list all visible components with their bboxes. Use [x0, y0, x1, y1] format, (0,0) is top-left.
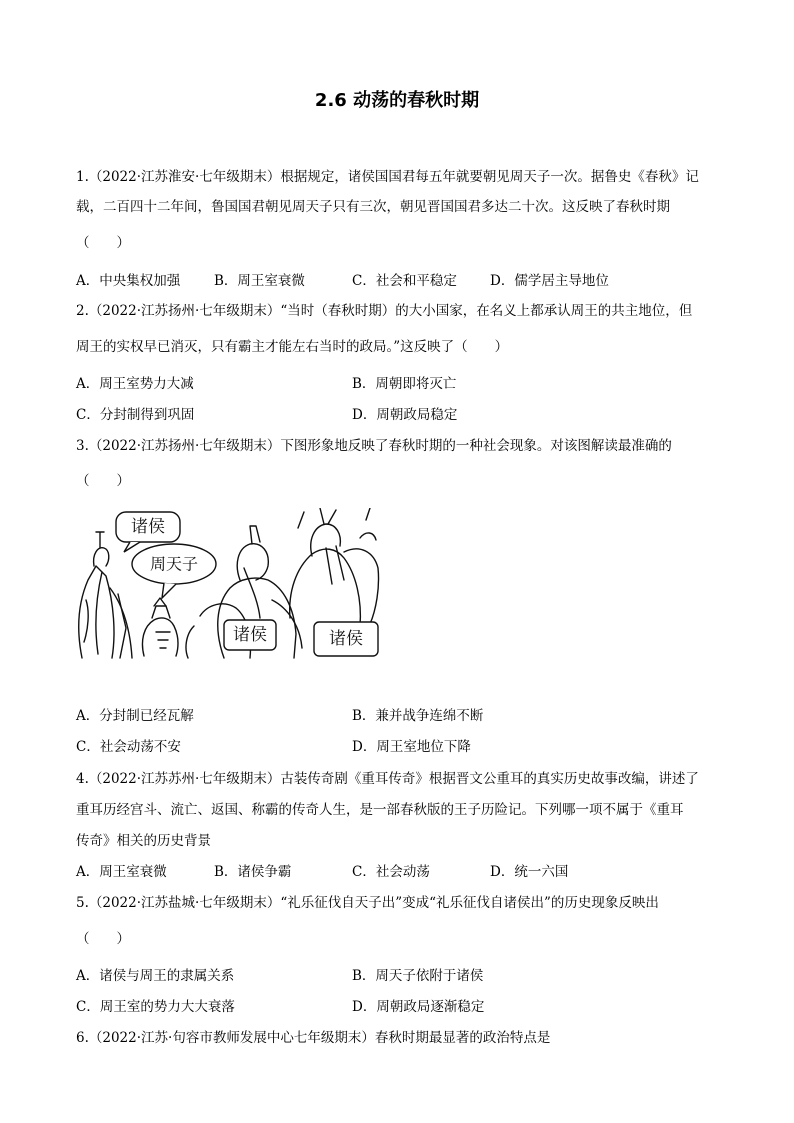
right-lord-figure: [290, 549, 361, 626]
option-b[interactable]: B．周朝即将灭亡: [352, 376, 457, 392]
option-c[interactable]: C．社会动荡不安: [76, 739, 181, 755]
cartoon-label: 诸侯: [233, 625, 267, 645]
question-text-line: 6.（2022·江苏·句容市教师发展中心七年级期末）春秋时期最显著的政治特点是: [76, 1030, 551, 1046]
page-title: 2.6 动荡的春秋时期: [314, 90, 480, 111]
question-text-line: 重耳历经宫斗、流亡、返国、称霸的传奇人生，是一部春秋版的王子历险记。下列哪一项不属于《重耳: [76, 802, 684, 818]
option-a[interactable]: A．分封制已经瓦解: [76, 708, 194, 724]
option-a[interactable]: A．周王室衰微: [76, 864, 167, 880]
cartoon-label: 诸侯: [131, 517, 165, 537]
option-d[interactable]: D．儒学居主导地位: [490, 273, 609, 289]
option-a[interactable]: A．周王室势力大减: [76, 376, 194, 392]
question-answer-blank: （ ）: [76, 931, 130, 947]
option-b[interactable]: B．兼并战争连绵不断: [352, 708, 484, 724]
option-d[interactable]: D．周朝政局逐渐稳定: [352, 999, 485, 1015]
option-c[interactable]: C．分封制得到巩固: [76, 407, 195, 423]
zhou-tianzi-figure: [142, 618, 178, 656]
option-d[interactable]: D．周朝政局稳定: [352, 407, 458, 423]
cartoon-label: 诸侯: [329, 629, 363, 649]
option-c[interactable]: C．社会动荡: [352, 864, 430, 880]
option-b[interactable]: B．周王室衰微: [214, 273, 305, 289]
option-a[interactable]: A．中央集权加强: [76, 273, 181, 289]
question-text-line: 1.（2022·江苏淮安·七年级期末）根据规定，诸侯国国君每五年就要朝见周天子一次。据鲁史《春秋》记: [76, 169, 699, 185]
question-answer-blank: （ ）: [76, 235, 130, 251]
cartoon-image: [74, 508, 380, 660]
question-text-line: 5.（2022·江苏盐城·七年级期末）“礼乐征伐自天子出”变成“礼乐征伐自诸侯出”的历史现象反映出: [76, 895, 659, 911]
question-text-line: 载，二百四十二年间，鲁国国君朝见周天子只有三次，朝见晋国国君多达二十次。这反映了春秋时期: [76, 199, 670, 215]
cartoon-label: 周天子: [149, 554, 199, 574]
option-b[interactable]: B．周天子依附于诸侯: [352, 968, 484, 984]
option-d[interactable]: D．统一六国: [490, 864, 569, 880]
question-text-line: 3.（2022·江苏扬州·七年级期末）下图形象地反映了春秋时期的一种社会现象。对该图解读最准确的: [76, 438, 672, 454]
option-c[interactable]: C．社会和平稳定: [352, 273, 457, 289]
option-c[interactable]: C．周王室的势力大大衰落: [76, 999, 235, 1015]
option-a[interactable]: A．诸侯与周王的隶属关系: [76, 968, 235, 984]
question-text-line: 2.（2022·江苏扬州·七年级期末）“当时（春秋时期）的大小国家，在名义上都承认周王的共主地位，但: [76, 303, 693, 319]
option-b[interactable]: B．诸侯争霸: [214, 864, 292, 880]
question-text-line: 传奇》相关的历史背景: [76, 833, 211, 849]
option-d[interactable]: D．周王室地位下降: [352, 739, 471, 755]
question-text-line: 4.（2022·江苏苏州·七年级期末）古装传奇剧《重耳传奇》根据晋文公重耳的真实历史故事改编，讲述了: [76, 771, 699, 787]
question-text-line: 周王的实权早已消灭，只有霸主才能左右当时的政局。”这反映了（ ）: [76, 339, 509, 355]
question-answer-blank: （ ）: [76, 473, 130, 489]
